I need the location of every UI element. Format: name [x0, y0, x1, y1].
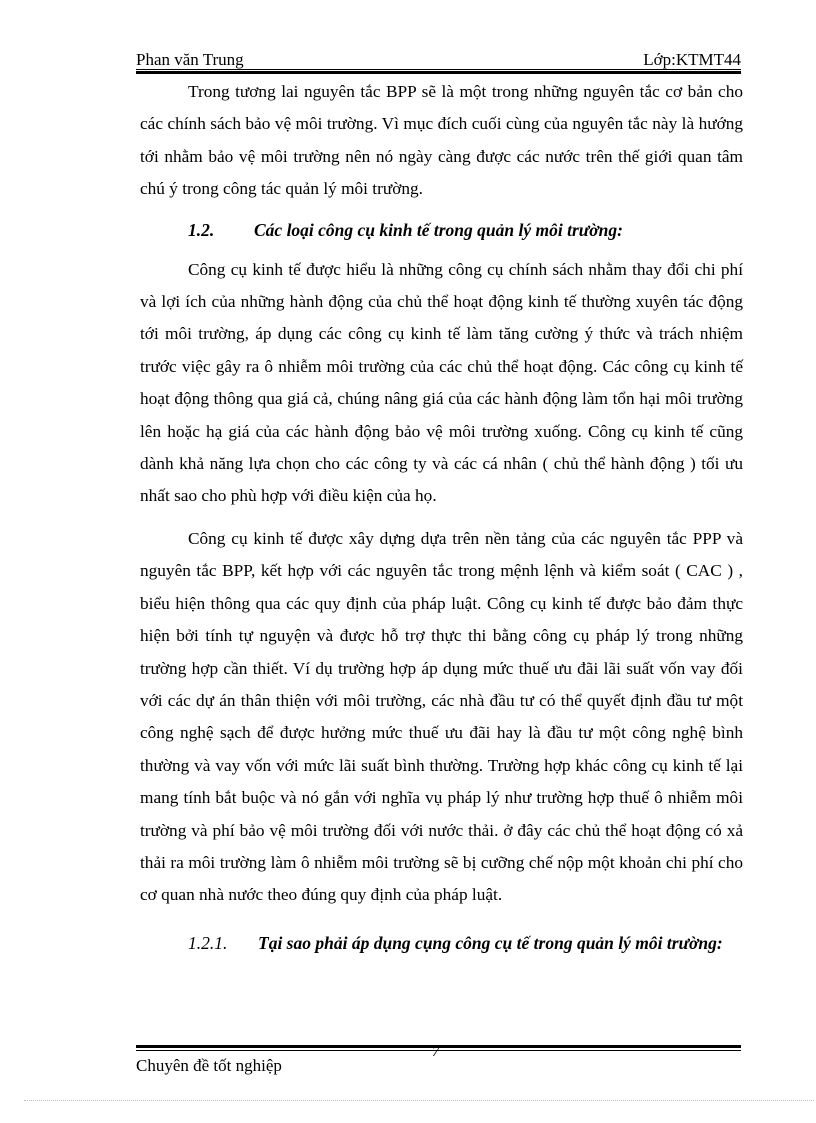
- paragraph-economic-tools-basis: Công cụ kinh tế được xây dựng dựa trên nền tảng của các nguyên tắc PPP và nguyên tắc BPP, kết hợp với các nguyên tắc trong mệnh lệnh và kiểm soát ( CAC ) , biểu hiện thông qua các quy định của pháp luật. Công cụ kinh tế được bảo đảm thực hiện bởi tính tự nguyện và được hỗ trợ thực thi bằng công cụ pháp lý trong những trường hợp cần thiết. Ví dụ trường hợp áp dụng mức thuế ưu đãi lãi suất vốn vay đối với các dự án thân thiện với môi trường, các nhà đầu tư có thể quyết định đầu tư một công nghệ sạch để được hưởng mức thuế ưu đãi hay là đầu tư một công nghệ bình thường và vay vốn với mức lãi suất bình thường. Trường hợp khác công cụ kinh tế lại mang tính bắt buộc và nó gắn với nghĩa vụ pháp lý như trường hợp thuế ô nhiễm môi trường và phí bảo vệ môi trường đối với nước thải. ở đây các chủ thể hoạt động có xả thải ra môi trường làm ô nhiễm môi trường sẽ bị cưỡng chế nộp một khoản chi phí cho cơ quan nhà nước theo đúng quy định của pháp luật.: [140, 528, 743, 905]
- header-rule-thin: [136, 69, 741, 70]
- body-text: [140, 76, 743, 960]
- section-number: 1.2.1.: [188, 932, 228, 953]
- page-edge-divider: [24, 1100, 814, 1101]
- section-title: Các loại công cụ kinh tế trong quản lý môi trường:: [254, 219, 623, 240]
- page-number: 7: [432, 1044, 440, 1060]
- section-heading-1-2: [140, 206, 743, 254]
- intro-paragraph: Trong tương lai nguyên tắc BPP sẽ là một trong những nguyên tắc cơ bản cho các chính sách bảo vệ môi trường. Vì mục đích cuối cùng của nguyên tắc này là hướng tới nhằm bảo vệ môi trường nên nó ngày càng được các nước trên thế giới quan tâm chú ý trong công tác quản lý môi trường.: [140, 82, 743, 199]
- header-class: Lớp:KTMT44: [643, 50, 741, 69]
- page-header: [136, 48, 741, 70]
- header-rule-thick: [136, 71, 741, 74]
- header-author: Phan văn Trung: [136, 50, 244, 69]
- paragraph-economic-tools-definition: Công cụ kinh tế được hiểu là những công cụ chính sách nhằm thay đổi chi phí và lợi ích của những hành động của chủ thể hoạt động kinh tế thường xuyên tác động tới môi trường, áp dụng các công cụ kinh tế làm tăng cường ý thức và trách nhiệm trước việc gây ra ô nhiễm môi trường của các chủ thể hoạt động. Các công cụ kinh tế hoạt động thông qua giá cả, chúng nâng giá của các hành động làm tổn hại môi trường lên hoặc hạ giá của các hành động bảo vệ môi trường xuống. Công cụ kinh tế cũng dành khả năng lựa chọn cho các công ty và các cá nhân ( chủ thể hành động ) tối ưu nhất sao cho phù hợp với điều kiện của họ.: [140, 259, 743, 506]
- section-number: 1.2.: [188, 219, 215, 240]
- footer-text: Chuyên đề tốt nghiệp: [136, 1056, 282, 1075]
- section-title: Tại sao phải áp dụng cụng công cụ tế trong quản lý môi trường:: [258, 932, 723, 953]
- section-heading-1-2-1: [140, 926, 743, 960]
